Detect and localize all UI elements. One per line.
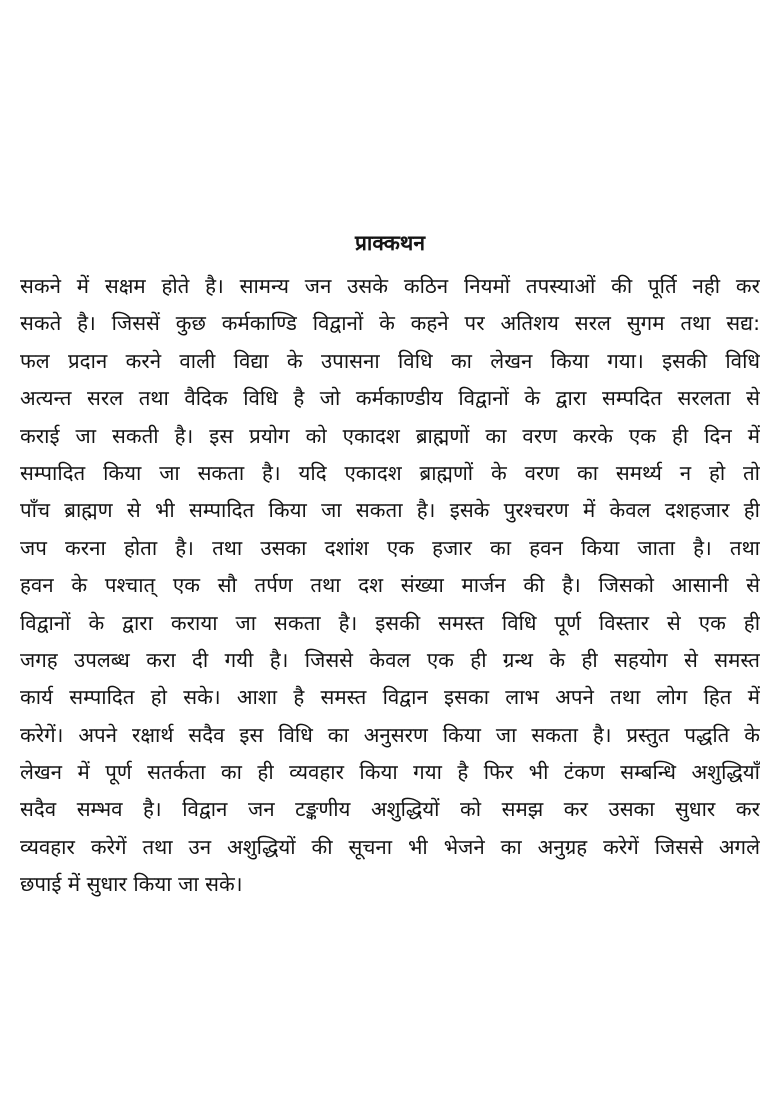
- text-line: लेखन में पूर्ण सतर्कता का ही व्यवहार किया गया है फिर भी टंकण सम्बन्धि अशुद्धियाँ: [20, 760, 760, 785]
- text-line: सदैव सम्भव है। विद्वान जन टङ्कणीय अशुद्धियों को समझ कर उसका सुधार कर: [20, 797, 760, 822]
- text-line: व्यवहार करेगें तथा उन अशुद्धियों की सूचना भी भेजने का अनुग्रह करेगें जिससे अगले: [20, 834, 760, 859]
- text-line: पाँच ब्राह्मण से भी सम्पादित किया जा सकता है। इसके पुरश्चरण में केवल दशहजार ही: [20, 498, 760, 523]
- text-line: जप करना होता है। तथा उसका दशांश एक हजार का हवन किया जाता है। तथा: [20, 535, 760, 560]
- text-line: फल प्रदान करने वाली विद्या के उपासना विधि का लेखन किया गया। इसकी विधि: [20, 348, 760, 373]
- text-line: हवन के पश्चात् एक सौ तर्पण तथा दश संख्या मार्जन की है। जिसको आसानी से: [20, 573, 760, 598]
- text-line: विद्वानों के द्वारा कराया जा सकता है। इसकी समस्त विधि पूर्ण विस्तार से एक ही: [20, 610, 760, 635]
- text-line: सकने में सक्षम होते है। सामन्य जन उसके कठिन नियमों तपस्याओं की पूर्ति नही कर: [20, 274, 760, 298]
- page-title: प्राक्कथन: [354, 231, 426, 255]
- text-line: कार्य सम्पादित हो सके। आशा है समस्त विद्वान इसका लाभ अपने तथा लोग हित में: [20, 685, 760, 710]
- text-line: सकते है। जिससें कुछ कर्मकाण्डि विद्वानों के कहने पर अतिशय सरल सुगम तथा सद्य:: [20, 311, 760, 336]
- body-paragraph: [20, 268, 760, 904]
- text-line: अत्यन्त सरल तथा वैदिक विधि है जो कर्मकाण्डीय विद्वानों के द्वारा सम्पदित सरलता से: [20, 386, 760, 411]
- text-line: सम्पादित किया जा सकता है। यदि एकादश ब्राह्मणों के वरण का समर्थ्य न हो तो: [20, 460, 760, 485]
- text-line: कराई जा सकती है। इस प्रयोग को एकादश ब्राह्मणों का वरण करके एक ही दिन में: [20, 423, 760, 448]
- text-line: करेगें। अपने रक्षार्थ सदैव इस विधि का अनुसरण किया जा सकता है। प्रस्तुत पद्धति के: [20, 722, 760, 747]
- text-line: छपाई में सुधार किया जा सके।: [20, 872, 243, 897]
- text-line: जगह उपलब्ध करा दी गयी है। जिससे केवल एक ही ग्रन्थ के ही सहयोग से समस्त: [20, 647, 760, 672]
